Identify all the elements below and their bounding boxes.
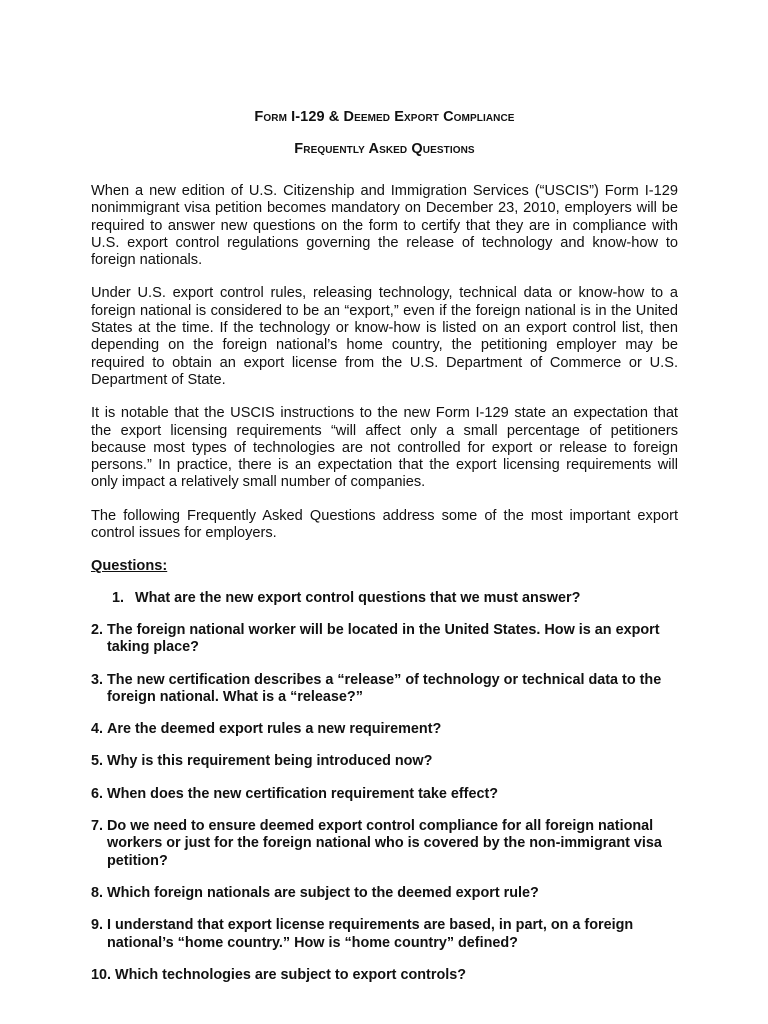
faq-intro-paragraph: The following Frequently Asked Questions address some of the most important export control issues for employers.	[91, 507, 678, 542]
question-text: Which foreign nationals are subject to the deemed export rule?	[107, 884, 539, 901]
question-number: 2.	[91, 621, 104, 638]
question-item	[91, 590, 678, 607]
question-number: 1.	[112, 589, 125, 606]
document-content	[91, 108, 678, 984]
question-text: When does the new certification requirement take effect?	[107, 785, 499, 802]
questions-list	[91, 590, 678, 984]
question-item	[91, 967, 678, 984]
question-text: Do we need to ensure deemed export control compliance for all foreign national workers or just for the foreign national who is covered by the non-immigrant visa petition?	[107, 818, 662, 869]
uscis-instructions-paragraph: It is notable that the USCIS instructions to the new Form I-129 state an expectation that the export licensing requirements “will affect only a small percentage of petitioners because most types of technologies are not controlled for export or release to foreign persons.” In practice, there is an expectation that the export licensing requirements will only impact a relatively small number of companies.	[91, 405, 678, 491]
question-item	[91, 786, 678, 803]
intro-paragraph: When a new edition of U.S. Citizenship and Immigration Services (“USCIS”) Form I-129 nonimmigrant visa petition becomes mandatory on December 23, 2010, employers will be required to answer new questions on the form to certify that they are in compliance with U.S. export control regulations governing the release of technology and know-how to foreign nationals.	[91, 183, 678, 269]
question-item	[91, 818, 678, 870]
question-item	[91, 672, 678, 707]
question-item	[91, 753, 678, 770]
document-title: Form I-129 & Deemed Export Compliance	[254, 109, 515, 125]
question-item	[91, 885, 678, 902]
question-text: Why is this requirement being introduced now?	[107, 753, 433, 770]
question-text: The foreign national worker will be located in the United States. How is an export taking place?	[107, 621, 660, 656]
question-number: 10.	[91, 966, 112, 983]
question-text: The new certification describes a “release” of technology or technical data to the foreign national. What is a “release?”	[107, 671, 662, 705]
question-number: 5.	[91, 753, 104, 770]
question-item	[91, 917, 678, 952]
question-number: 9.	[91, 917, 104, 934]
question-text: Which technologies are subject to export controls?	[115, 966, 467, 983]
question-number: 8.	[91, 884, 104, 901]
question-item	[91, 721, 678, 738]
question-text: What are the new export control questions that we must answer?	[135, 589, 581, 606]
question-number: 6.	[91, 785, 104, 802]
question-item	[91, 622, 678, 657]
question-number: 3.	[91, 671, 104, 688]
document-subtitle: Frequently Asked Questions	[294, 141, 475, 157]
questions-heading: Questions:	[91, 558, 168, 575]
question-text: I understand that export license requirements are based, in part, on a foreign national’s “home country.” How is “home country” defined?	[107, 917, 634, 951]
question-text: Are the deemed export rules a new requirement?	[107, 721, 442, 738]
question-number: 4.	[91, 721, 104, 738]
export-rules-paragraph: Under U.S. export control rules, releasing technology, technical data or know-how to a foreign national is considered to be an “export,” even if the foreign national is in the United States at the time. If the technology or know-how is listed on an export control list, then depending on the foreign national’s home country, the petitioning employer may be required to obtain an export license from the U.S. Department of Commerce or U.S. Department of State.	[91, 285, 678, 388]
question-number: 7.	[91, 818, 104, 835]
